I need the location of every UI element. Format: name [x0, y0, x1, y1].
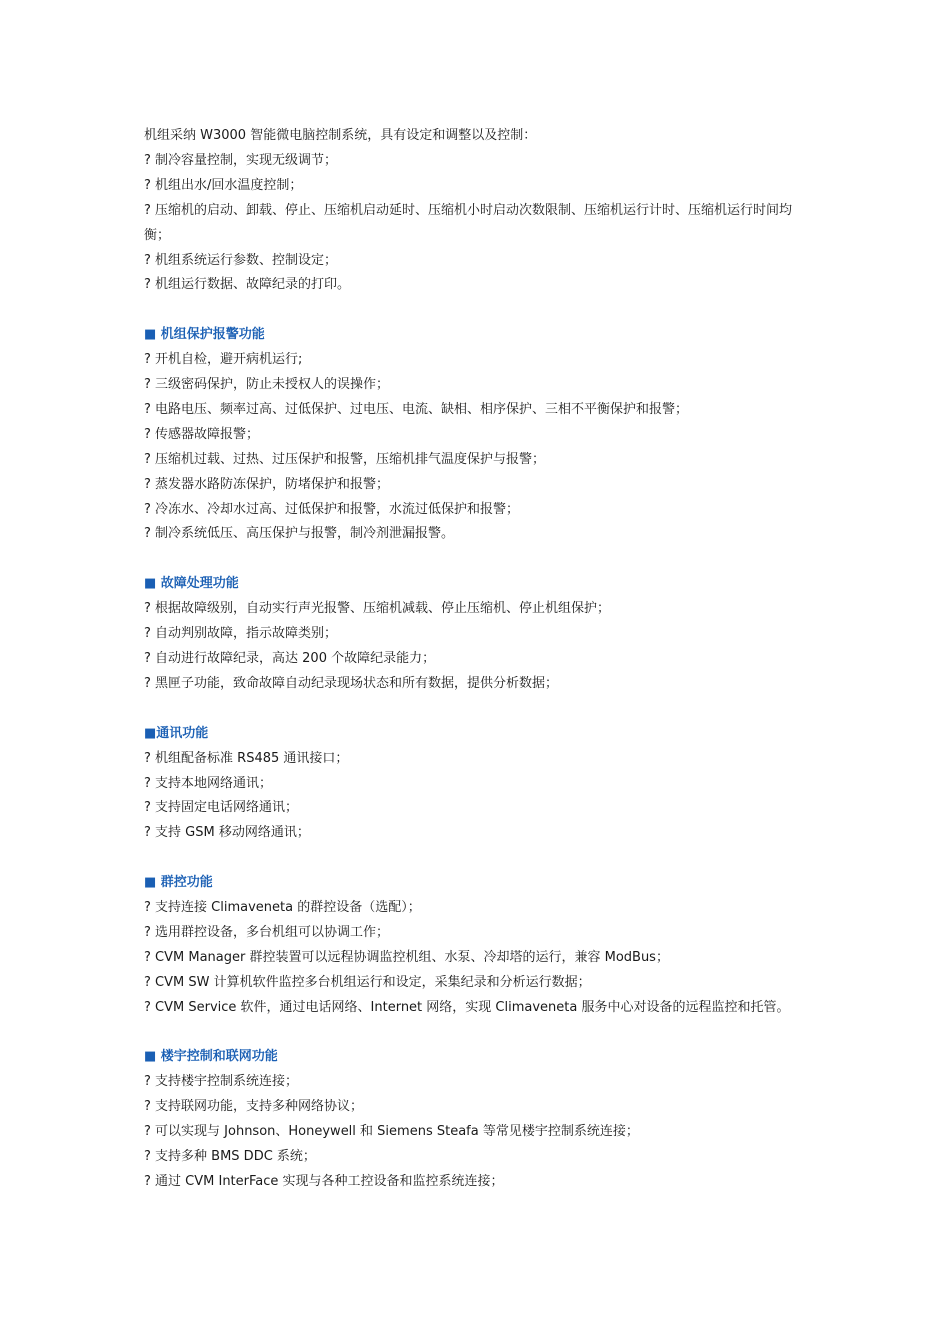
section-heading: ■ 故障处理功能 [144, 576, 239, 592]
list-item: ? 机组配备标准 RS485 通讯接口； [144, 750, 349, 766]
section-heading: ■ 楼宇控制和联网功能 [144, 1049, 278, 1065]
list-item: ? 支持楼宇控制系统连接； [144, 1074, 299, 1090]
list-item: ? 通过 CVM InterFace 实现与各种工控设备和监控系统连接； [144, 1173, 504, 1189]
list-item: ? 支持连接 Climaveneta 的群控设备（选配）； [144, 900, 421, 916]
intro-line: ? 机组运行数据、故障纪录的打印。 [144, 277, 351, 293]
list-item: ? 自动进行故障纪录，高达 200 个故障纪录能力； [144, 651, 436, 666]
section-heading: ■ 群控功能 [144, 875, 213, 891]
list-item: ? 支持联网功能，支持多种网络协议； [144, 1099, 364, 1115]
list-item: ? CVM Manager 群控装置可以远程协调监控机组、水泵、冷却塔的运行，兼容 ModBus； [144, 949, 669, 965]
list-item: ? 支持本地网络通讯； [144, 775, 273, 791]
list-item: ? 开机自检，避开病机运行; [144, 352, 303, 368]
intro-line: ? 机组系统运行参数、控制设定； [144, 252, 338, 268]
list-item: ? 支持 GSM 移动网络通讯； [144, 825, 310, 841]
section-group-control [144, 871, 806, 1020]
list-item: ? 支持多种 BMS DDC 系统； [144, 1149, 316, 1165]
intro-block [144, 124, 806, 298]
section-communication [144, 722, 806, 847]
list-item: ? 选用群控设备，多台机组可以协调工作； [144, 924, 390, 940]
list-item: ? 根据故障级别，自动实行声光报警、压缩机减载、停止压缩机、停止机组保护； [144, 601, 611, 617]
intro-line: ? 压缩机的启动、卸载、停止、压缩机启动延时、压缩机小时启动次数限制、压缩机运行计时、压缩机运行时间均衡； [144, 202, 793, 243]
list-item: ? 电路电压、频率过高、过低保护、过电压、电流、缺相、相序保护、三相不平衡保护和报警； [144, 401, 689, 417]
section-heading: ■ 机组保护报警功能 [144, 327, 265, 343]
section-building-control [144, 1045, 806, 1194]
list-item: ? CVM SW 计算机软件监控多台机组运行和设定，采集纪录和分析运行数据； [144, 974, 591, 990]
list-item: ? 支持固定电话网络通讯； [144, 800, 299, 816]
document-page [144, 124, 806, 1195]
intro-line: ? 制冷容量控制，实现无级调节； [144, 152, 338, 168]
list-item: ? 冷冻水、冷却水过高、过低保护和报警，水流过低保护和报警； [144, 501, 520, 517]
list-item: ? 可以实现与 Johnson、Honeywell 和 Siemens Steafa 等常见楼宇控制系统连接； [144, 1124, 639, 1140]
intro-line: 机组采纳 W3000 智能微电脑控制系统，具有设定和调整以及控制： [144, 128, 537, 143]
intro-line: ? 机组出水/回水温度控制； [144, 177, 303, 193]
section-fault-handling [144, 572, 806, 697]
list-item: ? 黑匣子功能，致命故障自动纪录现场状态和所有数据，提供分析数据； [144, 675, 559, 691]
list-item: ? 蒸发器水路防冻保护，防堵保护和报警； [144, 476, 390, 492]
list-item: ? 传感器故障报警； [144, 426, 260, 442]
list-item: ? 制冷系统低压、高压保护与报警，制冷剂泄漏报警。 [144, 526, 455, 542]
section-heading: ■通讯功能 [144, 725, 209, 741]
list-item: ? 自动判别故障，指示故障类别； [144, 626, 338, 642]
list-item: ? CVM Service 软件，通过电话网络、Internet 网络，实现 Climaveneta 服务中心对设备的远程监控和托管。 [144, 999, 790, 1015]
section-protection-alarm [144, 323, 806, 547]
list-item: ? 压缩机过载、过热、过压保护和报警，压缩机排气温度保护与报警； [144, 451, 546, 467]
list-item: ? 三级密码保护，防止未授权人的误操作； [144, 377, 390, 393]
